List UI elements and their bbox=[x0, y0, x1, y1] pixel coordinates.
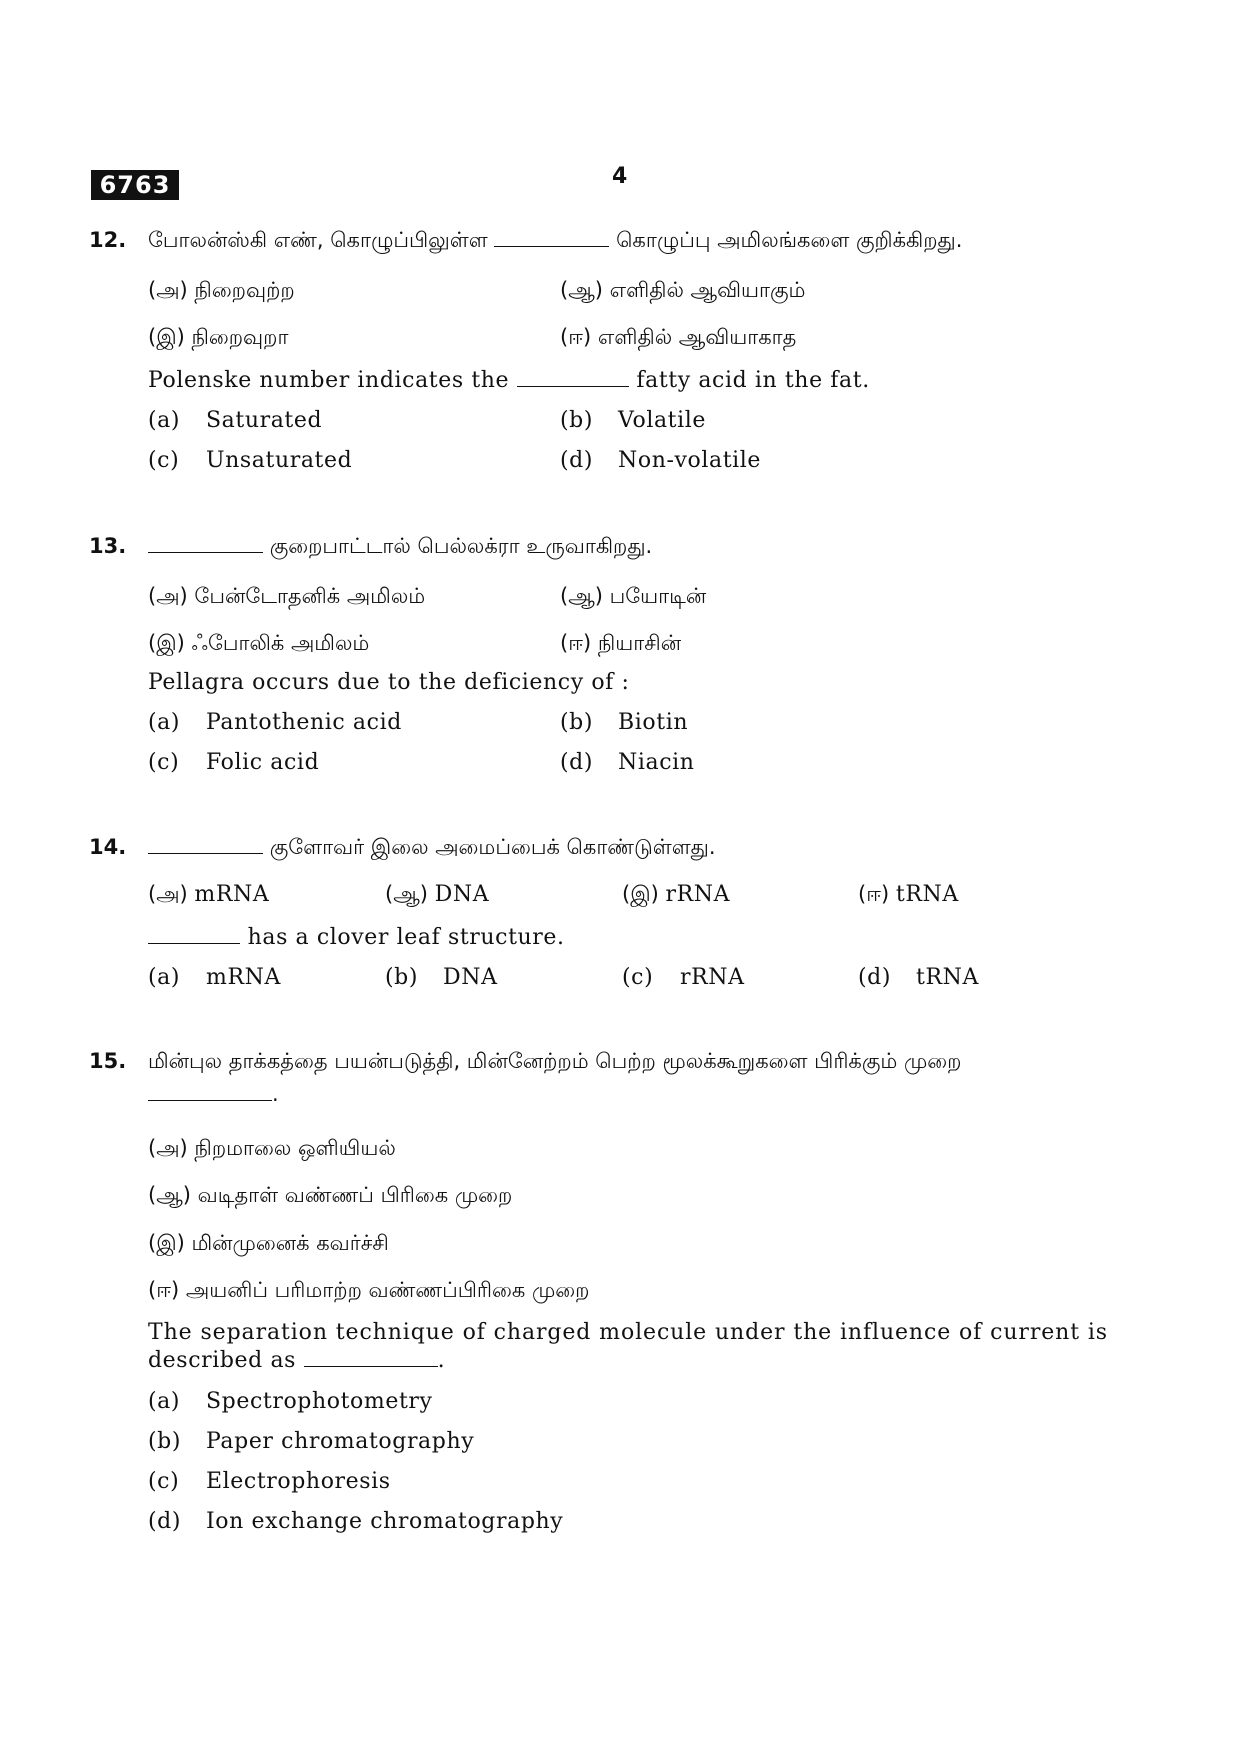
option-text: Spectrophotometry bbox=[206, 1389, 433, 1414]
option-text: மின்முனைக் கவர்ச்சி bbox=[191, 1231, 389, 1255]
option-label: (ஆ) bbox=[148, 1183, 191, 1207]
option-label: (இ) bbox=[622, 882, 659, 906]
tamil-stem: மின்புல தாக்கத்தை பயன்படுத்தி, மின்னேற்றம் பெற்ற மூலக்கூறுகளை பிரிக்கும் முறை bbox=[148, 1049, 962, 1073]
option-text: mRNA bbox=[206, 965, 281, 990]
answer-blank bbox=[148, 1086, 272, 1101]
option-label: (d) bbox=[560, 448, 594, 473]
option-label: (ஆ) bbox=[385, 882, 428, 906]
option-label: (அ) bbox=[148, 882, 188, 906]
page-number: 4 bbox=[612, 164, 628, 189]
english-stem bbox=[148, 368, 870, 393]
tamil-stem-after: கொழுப்பு அமிலங்களை குறிக்கிறது. bbox=[616, 228, 963, 252]
tamil-option-d bbox=[560, 631, 681, 658]
tamil-option-c bbox=[148, 325, 288, 352]
option-text: tRNA bbox=[916, 965, 979, 990]
tamil-option-a bbox=[148, 278, 295, 305]
option-label: (ஈ) bbox=[560, 325, 592, 349]
option-text: எளிதில் ஆவியாகாத bbox=[597, 325, 797, 349]
paper-code-badge: 6763 bbox=[91, 170, 179, 200]
option-label: (b) bbox=[560, 710, 594, 735]
tamil-stem-blank-line: . bbox=[148, 1082, 279, 1106]
option-label: (d) bbox=[560, 750, 594, 775]
tamil-option-c bbox=[148, 631, 369, 658]
option-label: (b) bbox=[385, 965, 419, 990]
option-label: (ஈ) bbox=[148, 1278, 180, 1302]
answer-blank bbox=[148, 835, 263, 854]
question-number: 14. bbox=[89, 835, 127, 859]
option-text: DNA bbox=[434, 882, 490, 907]
tamil-option-c bbox=[622, 882, 730, 909]
english-stem bbox=[148, 925, 565, 950]
tamil-option-d bbox=[148, 1278, 589, 1305]
english-stem-after: has a clover leaf structure. bbox=[247, 925, 565, 950]
option-text: எளிதில் ஆவியாகும் bbox=[609, 278, 806, 302]
tamil-option-d bbox=[858, 882, 959, 909]
option-text: Unsaturated bbox=[206, 448, 353, 473]
tamil-option-a bbox=[148, 882, 269, 909]
option-text: நியாசின் bbox=[597, 631, 682, 655]
english-stem-line-1: The separation technique of charged molecule under the influence of current is bbox=[148, 1320, 1108, 1345]
tamil-option-a bbox=[148, 1136, 396, 1163]
option-label: (c) bbox=[148, 750, 180, 775]
option-label: (அ) bbox=[148, 584, 188, 608]
option-text: ஃபோலிக் அமிலம் bbox=[191, 631, 370, 655]
option-label: (c) bbox=[622, 965, 654, 990]
option-text: rRNA bbox=[680, 965, 745, 990]
option-label: (இ) bbox=[148, 631, 185, 655]
option-text: DNA bbox=[443, 965, 498, 990]
tamil-option-a bbox=[148, 584, 425, 611]
answer-blank bbox=[148, 925, 240, 944]
english-stem: Pellagra occurs due to the deficiency of : bbox=[148, 670, 630, 695]
option-label: (அ) bbox=[148, 1136, 188, 1160]
question-number: 12. bbox=[89, 228, 127, 252]
tamil-stem bbox=[148, 534, 652, 561]
option-label: (a) bbox=[148, 1389, 181, 1414]
english-stem-line-2: described as . bbox=[148, 1348, 446, 1373]
option-text: tRNA bbox=[895, 882, 959, 907]
tamil-stem bbox=[148, 835, 716, 862]
option-text: Electrophoresis bbox=[206, 1469, 391, 1494]
option-text: Paper chromatography bbox=[206, 1429, 475, 1454]
option-label: (இ) bbox=[148, 325, 185, 349]
option-text: Ion exchange chromatography bbox=[206, 1509, 564, 1534]
answer-blank bbox=[304, 1348, 438, 1367]
option-text: பயோடின் bbox=[609, 584, 707, 608]
tamil-option-d bbox=[560, 325, 796, 352]
option-text: பேன்டோதனிக் அமிலம் bbox=[194, 584, 426, 608]
tamil-stem-after: குறைபாட்டால் பெல்லக்ரா உருவாகிறது. bbox=[269, 534, 653, 558]
option-label: (ஈ) bbox=[858, 882, 890, 906]
option-text: Non-volatile bbox=[618, 448, 762, 473]
option-label: (ஆ) bbox=[560, 278, 603, 302]
tamil-stem-before: போலன்ஸ்கி எண், கொழுப்பிலுள்ள bbox=[148, 228, 488, 252]
option-label: (d) bbox=[858, 965, 892, 990]
option-label: (a) bbox=[148, 710, 181, 735]
option-text: Saturated bbox=[206, 408, 323, 433]
option-label: (ஈ) bbox=[560, 631, 592, 655]
tamil-option-c bbox=[148, 1231, 389, 1258]
tamil-option-b bbox=[560, 584, 706, 611]
option-label: (அ) bbox=[148, 278, 188, 302]
option-text: Biotin bbox=[618, 710, 689, 735]
tamil-stem-after: குளோவர் இலை அமைப்பைக் கொண்டுள்ளது. bbox=[269, 835, 716, 859]
answer-blank bbox=[148, 534, 263, 553]
tamil-stem bbox=[148, 228, 962, 255]
option-label: (d) bbox=[148, 1509, 182, 1534]
option-text: Pantothenic acid bbox=[206, 710, 402, 735]
tamil-option-b bbox=[148, 1183, 512, 1210]
question-number: 13. bbox=[89, 534, 127, 558]
english-stem-before: described as bbox=[148, 1348, 297, 1373]
question-number: 15. bbox=[89, 1049, 127, 1073]
option-text: நிறைவுற்ற bbox=[194, 278, 295, 302]
option-label: (c) bbox=[148, 448, 180, 473]
option-text: வடிதாள் வண்ணப் பிரிகை முறை bbox=[197, 1183, 513, 1207]
option-label: (c) bbox=[148, 1469, 180, 1494]
answer-blank bbox=[494, 228, 609, 247]
option-label: (ஆ) bbox=[560, 584, 603, 608]
option-label: (a) bbox=[148, 965, 181, 990]
option-text: Niacin bbox=[618, 750, 695, 775]
english-stem-after: fatty acid in the fat. bbox=[636, 368, 870, 393]
option-label: (b) bbox=[148, 1429, 182, 1454]
option-label: (a) bbox=[148, 408, 181, 433]
option-text: mRNA bbox=[194, 882, 270, 907]
option-label: (இ) bbox=[148, 1231, 185, 1255]
option-label: (b) bbox=[560, 408, 594, 433]
option-text: Folic acid bbox=[206, 750, 320, 775]
option-text: நிறமாலை ஒளியியல் bbox=[194, 1136, 396, 1160]
answer-blank bbox=[517, 368, 629, 387]
option-text: நிறைவுறா bbox=[191, 325, 289, 349]
option-text: rRNA bbox=[665, 882, 731, 907]
tamil-option-b bbox=[385, 882, 489, 909]
tamil-option-b bbox=[560, 278, 805, 305]
option-text: Volatile bbox=[618, 408, 706, 433]
option-text: அயனிப் பரிமாற்ற வண்ணப்பிரிகை முறை bbox=[185, 1278, 590, 1302]
english-stem-before: Polenske number indicates the bbox=[148, 368, 510, 393]
